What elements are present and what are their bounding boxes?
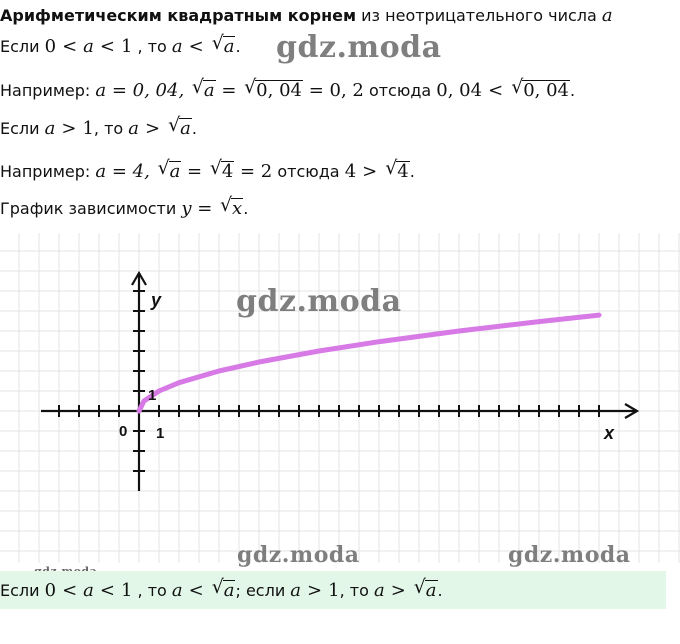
example1-label: Например:	[0, 81, 96, 100]
example2-end: .	[409, 162, 415, 181]
case1-zero: 0	[44, 36, 57, 57]
graph-caption-sqrt-arg: x	[232, 198, 243, 219]
example1-line	[0, 80, 575, 101]
summary-a4: a	[373, 580, 385, 601]
case1-then: , то	[132, 37, 172, 56]
summary-then: , то	[132, 581, 172, 600]
example2-eq1: =	[181, 161, 208, 182]
sqrt-graph	[0, 233, 680, 563]
y-axis-label: y	[151, 290, 162, 310]
sqrt-graph-svg	[0, 233, 680, 563]
summary-box	[0, 571, 666, 609]
example1-sqrt-a	[192, 80, 216, 101]
example1-sqrt-val2	[511, 80, 570, 101]
summary-gt2: >	[390, 580, 406, 601]
case2-gt2: >	[145, 118, 161, 139]
case1-sqrt-arg: a	[223, 36, 235, 57]
graph-grid	[0, 233, 680, 563]
summary-lt2: <	[99, 580, 115, 601]
summary-a3: a	[290, 580, 302, 601]
example2-gt: >	[362, 161, 378, 182]
graph-caption-expr: y =	[181, 198, 219, 219]
summary-then2: , то	[339, 581, 374, 600]
definition-line	[0, 6, 613, 26]
case1-if: Если	[0, 37, 45, 56]
summary-sqrt-arg: a	[223, 580, 235, 601]
summary-one2: 1	[328, 580, 340, 601]
definition-rest: из неотрицательного числа	[356, 6, 602, 25]
summary-zero: 0	[44, 580, 57, 601]
example1-sqrt-val	[244, 80, 303, 101]
watermark-top: gdz.moda	[276, 30, 442, 65]
case1-end: .	[235, 37, 241, 56]
example2-val: 4	[344, 161, 357, 182]
example2-hence: отсюда	[272, 162, 345, 181]
case2-a: a	[44, 118, 56, 139]
example1-end: .	[570, 81, 576, 100]
summary-lt3: <	[188, 580, 204, 601]
graph-caption	[0, 198, 248, 219]
case2-sqrt-arg: a	[180, 118, 191, 139]
graph-caption-sqrt	[220, 198, 243, 219]
case2-a2: a	[128, 118, 140, 139]
case2-one: 1	[82, 118, 94, 139]
case1-lt3: <	[188, 36, 204, 57]
summary-sqrt2	[414, 580, 438, 601]
sqrt-curve	[139, 315, 599, 411]
example2-sqrt-a-arg: a	[169, 161, 181, 182]
x-axis-label: x	[604, 423, 615, 443]
example1-lt: <	[488, 80, 504, 101]
example2-label: Например:	[0, 162, 96, 181]
summary-if: Если	[0, 581, 45, 600]
summary-sqrt	[212, 580, 236, 601]
case1-line	[0, 36, 241, 57]
x-tick-label-1: 1	[156, 425, 165, 442]
example2-sqrt-val2	[385, 161, 409, 182]
example2-sqrt-val2-arg: 4	[397, 161, 409, 182]
example2-eq2: = 2	[234, 161, 273, 182]
summary-gt: >	[307, 580, 323, 601]
watermark-bottom-center: gdz.moda	[237, 542, 360, 568]
case2-end: .	[191, 119, 197, 138]
case1-a2: a	[171, 36, 183, 57]
example1-val: 0, 04	[436, 80, 483, 101]
example1-eq1: =	[215, 80, 243, 101]
example1-sqrt-val-arg: 0, 04	[256, 80, 302, 101]
case1-sqrt	[212, 36, 236, 57]
case2-then: , то	[93, 119, 129, 138]
example1-hence: отсюда	[363, 81, 437, 100]
example1-eq2: = 0, 2	[302, 80, 364, 101]
case1-a: a	[83, 36, 94, 57]
example2-sqrt-val	[210, 161, 234, 182]
graph-curve-group	[139, 315, 599, 411]
summary-line	[0, 580, 443, 601]
case2-gt: >	[61, 118, 77, 139]
y-tick-label-1: 1	[148, 387, 157, 404]
summary-sqrt2-arg: a	[425, 580, 437, 601]
watermark-bottom-right: gdz.moda	[508, 542, 631, 568]
case1-one: 1	[121, 36, 133, 57]
case2-line	[0, 118, 197, 139]
graph-caption-end: .	[243, 199, 249, 218]
example2-sqrt-val-arg: 4	[221, 161, 234, 182]
example1-sqrt-a-arg: a	[203, 80, 215, 101]
example2-line	[0, 161, 415, 182]
summary-one: 1	[121, 580, 133, 601]
example1-expr: a = 0, 04,	[95, 80, 190, 101]
example2-expr: a = 4,	[95, 161, 156, 182]
summary-a2: a	[171, 580, 183, 601]
summary-a: a	[83, 580, 94, 601]
case1-lt1: <	[62, 36, 78, 57]
example2-sqrt-a	[158, 161, 182, 182]
example1-sqrt-val2-arg: 0, 04	[523, 80, 569, 101]
case2-if: Если	[0, 119, 45, 138]
summary-mid: ; если	[235, 581, 291, 600]
origin-label: 0	[119, 423, 128, 440]
case1-lt2: <	[99, 36, 115, 57]
definition-var: a	[601, 5, 613, 26]
graph-caption-text: График зависимости	[0, 199, 182, 218]
summary-end: .	[437, 581, 443, 600]
watermark-graph: gdz.moda	[236, 284, 402, 319]
case2-sqrt	[168, 118, 192, 139]
definition-bold: Арифметическим квадратным корнем	[0, 6, 357, 25]
summary-lt1: <	[62, 580, 78, 601]
